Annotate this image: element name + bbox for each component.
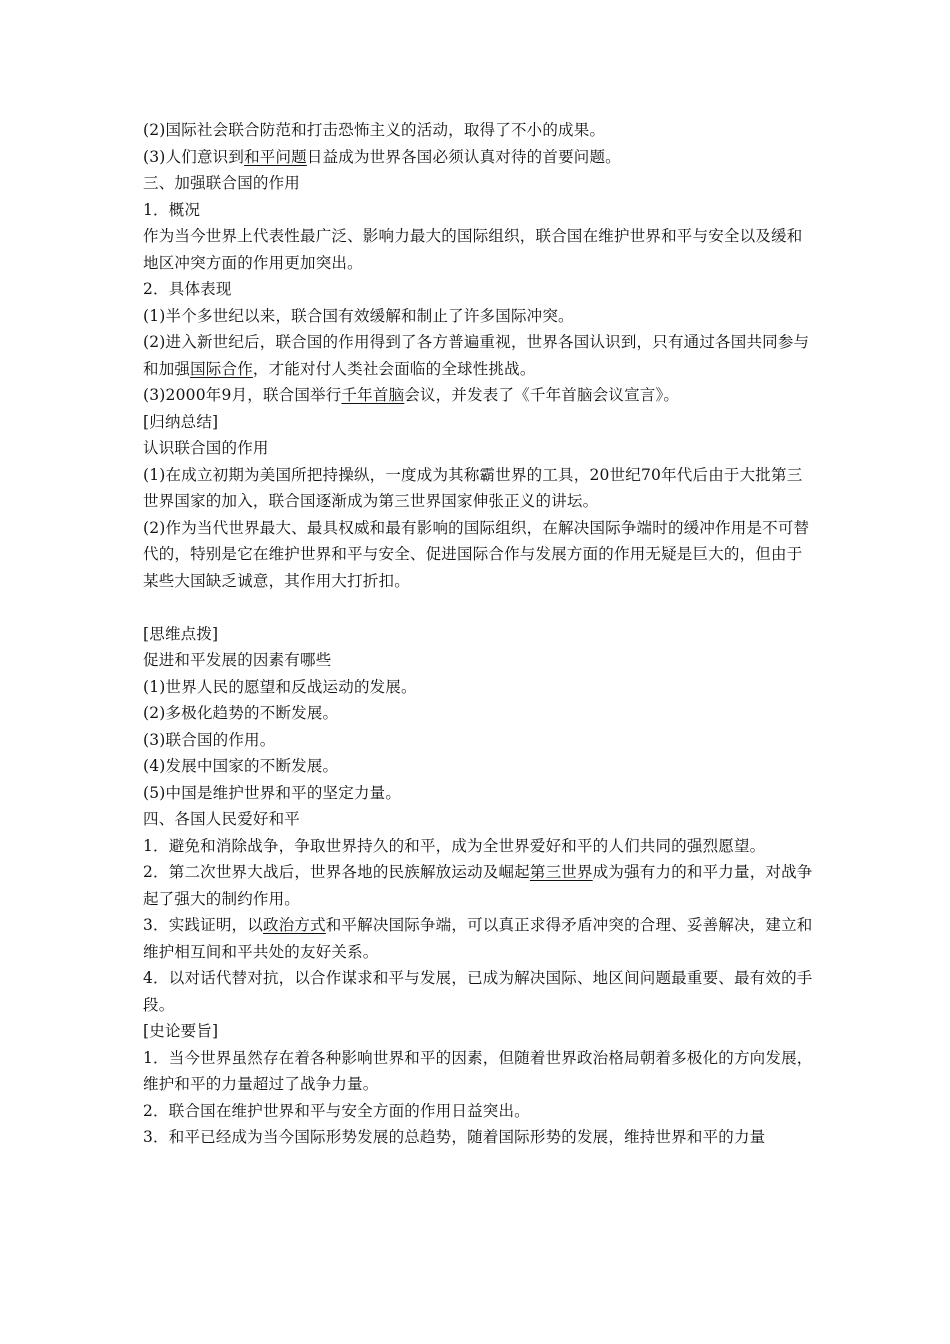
text-segment: 1．概况	[143, 200, 201, 219]
underlined-term: 政治方式	[262, 916, 326, 934]
text-segment: 促进和平发展的因素有哪些	[143, 651, 332, 669]
paragraph	[143, 382, 815, 409]
text-segment: (5)中国是维护世界和平的坚定力量。	[143, 783, 402, 802]
paragraph	[143, 674, 815, 701]
text-segment: (3)2000年9月，联合国举行	[143, 386, 342, 404]
text-segment: 2．第二次世界大战后，世界各地的民族解放运动及崛起	[143, 863, 530, 881]
paragraph	[143, 515, 815, 595]
paragraph	[143, 170, 815, 197]
text-segment: [归纳总结]	[143, 412, 219, 431]
paragraph	[143, 276, 815, 303]
document-page	[143, 117, 815, 1151]
paragraph	[143, 700, 815, 727]
text-segment: 2．联合国在维护世界和平与安全方面的作用日益突出。	[143, 1101, 530, 1120]
underlined-term: 和平问题	[244, 147, 307, 166]
text-segment: 认识联合国的作用	[143, 439, 269, 457]
paragraph	[143, 144, 815, 171]
text-segment: (2)国际社会联合防范和打击恐怖主义的活动，取得了不小的成果。	[143, 121, 606, 139]
paragraph	[143, 1018, 815, 1045]
paragraph	[143, 833, 815, 860]
text-segment: (1)在成立初期为美国所把持操纵，一度成为其称霸世界的工具，20世纪70年代后由于大批第三世界国家的加入，联合国逐渐成为第三世界国家伸张正义的讲坛。	[143, 465, 803, 510]
text-segment: (2)多极化趋势的不断发展。	[143, 704, 339, 722]
text-segment: [史论要旨]	[143, 1022, 219, 1040]
text-segment: 四、各国人民爱好和平	[143, 810, 301, 828]
text-segment: ，才能对付人类社会面临的全球性挑战。	[252, 359, 536, 378]
text-segment: (3)人们意识到	[143, 147, 245, 166]
text-segment: 日益成为世界各国必须认真对待的首要问题。	[306, 147, 621, 166]
text-segment: 4．以对话代替对抗，以合作谋求和平与发展，已成为解决国际、地区间问题最重要、最有效的手段。	[143, 969, 813, 1014]
paragraph	[143, 303, 815, 330]
paragraph	[143, 647, 815, 674]
text-segment: 会议，并发表了《千年首脑会议宣言》。	[404, 386, 680, 404]
underlined-term: 国际合作	[190, 359, 253, 378]
text-segment: (2)作为当代世界最大、最具权威和最有影响的国际组织，在解决国际争端时的缓冲作用是不可替代的，特别是它在维护世界和平与安全、促进国际合作与发展方面的作用无疑是巨大的，但由于某些大国缺乏诚意，其作用大打折扣。	[143, 518, 810, 590]
text-segment: 三、加强联合国的作用	[143, 174, 301, 192]
paragraph	[143, 409, 815, 436]
paragraph	[143, 197, 815, 224]
paragraph	[143, 859, 815, 912]
paragraph	[143, 727, 815, 754]
paragraph	[143, 117, 815, 144]
text-segment: 1．避免和消除战争，争取世界持久的和平，成为全世界爱好和平的人们共同的强烈愿望。	[143, 836, 766, 855]
paragraph	[143, 912, 815, 965]
blank-line	[143, 594, 815, 621]
text-segment: 2．具体表现	[143, 280, 232, 298]
paragraph	[143, 1098, 815, 1125]
paragraph	[143, 753, 815, 780]
text-segment: 作为当今世界上代表性最广泛、影响力最大的国际组织，联合国在维护世界和平与安全以及缓和地区冲突方面的作用更加突出。	[143, 227, 803, 272]
paragraph	[143, 1045, 815, 1098]
paragraph	[143, 1124, 815, 1151]
paragraph	[143, 223, 815, 276]
paragraph	[143, 806, 815, 833]
text-segment: 3．实践证明，以	[143, 916, 263, 934]
text-segment: (1)半个多世纪以来，联合国有效缓解和制止了许多国际冲突。	[143, 306, 574, 325]
paragraph	[143, 965, 815, 1018]
text-segment: 3．和平已经成为当今国际形势发展的总趋势，随着国际形势的发展，维持世界和平的力量	[143, 1128, 766, 1146]
text-segment: 和平解决国际争端，可以真正求得矛盾冲突的合理、妥善解决，建立和维护相互间和平共处的友好关系。	[143, 916, 813, 961]
text-segment: 成为强有力的和平力量，对战争起了强大的制约作用。	[143, 863, 813, 908]
paragraph	[143, 780, 815, 807]
paragraph	[143, 621, 815, 648]
underlined-term: 第三世界	[529, 863, 593, 881]
paragraph	[143, 435, 815, 462]
text-segment: (4)发展中国家的不断发展。	[143, 757, 339, 775]
paragraph	[143, 462, 815, 515]
underlined-term: 千年首脑	[341, 386, 405, 404]
text-segment: [思维点拨]	[143, 624, 219, 643]
text-segment: (1)世界人民的愿望和反战运动的发展。	[143, 677, 417, 696]
text-segment: (2)进入新世纪后，联合国的作用得到了各方普遍重视，世界各国认识到，只有通过各国共同参与和加强	[143, 333, 810, 378]
text-segment: (3)联合国的作用。	[143, 730, 276, 749]
text-segment: 1．当今世界虽然存在着各种影响世界和平的因素，但随着世界政治格局朝着多极化的方向发展，维护和平的力量超过了战争力量。	[143, 1048, 813, 1093]
paragraph	[143, 329, 815, 382]
